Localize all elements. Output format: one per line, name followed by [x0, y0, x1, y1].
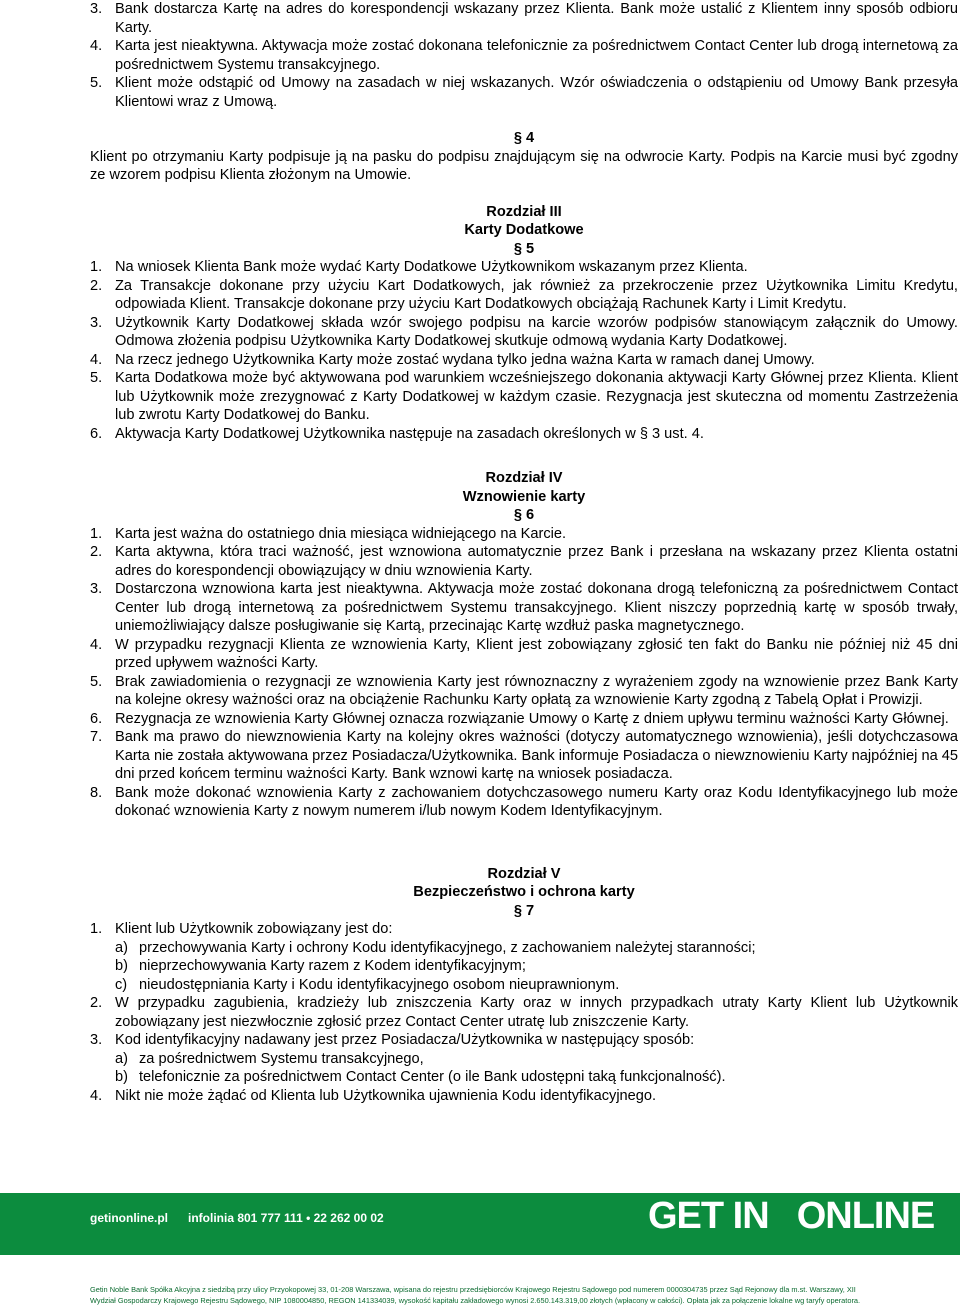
section-4-heading: § 4	[513, 130, 535, 146]
list-item	[90, 784, 958, 821]
item-number: 4.	[90, 636, 103, 653]
sub-item-text: telefonicznie za pośrednictwem Contact Center (o ile Bank udostępni taką funkcjonalność).	[139, 1069, 726, 1085]
chapter-3-list	[90, 258, 958, 443]
chapter-4-list	[90, 525, 958, 821]
list-item	[90, 543, 958, 580]
list-item	[90, 1087, 958, 1106]
item-number: 3.	[90, 581, 103, 597]
list-item	[90, 0, 958, 37]
item-number: 2.	[90, 544, 103, 560]
sub-item-letter: c)	[115, 976, 128, 993]
item-text: Bank ma prawo do niewznowienia Karty na kolejny okres ważności (dotyczy automatycznego wznowienia), jeśli dotychczasowa Karta nie została aktywowana przez Posiadacza/Użytkownika. Bank informuje Posiadacza o niewznowieniu Karty najpóźniej na 45 dni przed końcem terminu ważności Karty. Bank wznowi kartę na wniosek posiadacza.	[115, 729, 958, 782]
item-number: 1.	[90, 259, 103, 275]
chapter-4-title: Rozdział IV	[485, 470, 563, 486]
item-text: Karta aktywna, która traci ważność, jest wznowiona automatycznie przez Bank i przesłana na wskazany przez Klienta ostatni adres do korespondencji obowiązujący w dniu wznowienia Karty.	[115, 544, 958, 579]
section-4-text: Klient po otrzymaniu Karty podpisuje ją na pasku do podpisu znajdującym się na odwrocie Karty. Podpis na Karcie musi być zgodny ze wzorem podpisu Klienta złożonym na Umowie.	[90, 148, 958, 183]
list-item	[90, 1031, 958, 1050]
item-text: Karta Dodatkowa może być aktywowana pod warunkiem wcześniejszego dokonania aktywacji Karty Głównej przez Klienta. Klient lub Użytkownik może zrezygnować z Karty Dodatkowej w każdym czasie. Rezygnacja jest skuteczna od momentu Zastrzeżenia lub zwrotu Karty Dodatkowej do Banku.	[115, 370, 958, 423]
list-item	[90, 277, 958, 314]
sub-item-letter: a)	[115, 939, 128, 956]
chapter-4-subtitle: Wznowienie karty	[462, 488, 586, 505]
item-text: Na rzecz jednego Użytkownika Karty może zostać wydana tylko jedna ważna Karta w ramach danej Umowy.	[115, 351, 815, 368]
footer-site-link[interactable]: getinonline.pl	[90, 1211, 168, 1225]
item-text: Klient lub Użytkownik zobowiązany jest do:	[115, 921, 393, 937]
list-item	[90, 525, 958, 544]
chapter-5-title: Rozdział V	[487, 865, 561, 882]
item-number: 5.	[90, 673, 103, 690]
item-number: 2.	[90, 277, 103, 294]
item-number: 5.	[90, 75, 103, 91]
list-item	[90, 74, 958, 111]
item-text: W przypadku zagubienia, kradzieży lub zniszczenia Karty oraz w innych przypadkach utraty Karty Klient lub Użytkownik zobowiązany jest niezwłocznie zgłosić przez Contact Center utratę lub zniszczenie Karty.	[115, 995, 958, 1030]
list-item	[90, 580, 958, 636]
item-text: Rezygnacja ze wznowienia Karty Głównej oznacza rozwiązanie Umowy o Kartę z dniem upływu terminu ważności Karty Głównej.	[115, 710, 949, 727]
item-text: Bank może dokonać wznowienia Karty z zachowaniem dotychczasowego numeru Karty oraz Kodu Identyfikacyjnego lub może dokonać wznowienia Karty z nowym numerem i/lub nowym Kodem Identyfikacyjnym.	[115, 784, 958, 819]
sub-item	[90, 957, 958, 976]
sub-item	[90, 1068, 958, 1087]
chapter-3-subtitle: Karty Dodatkowe	[464, 222, 584, 238]
section-7-heading: § 7	[513, 902, 535, 919]
item-text: Nikt nie może żądać od Klienta lub Użytkownika ujawnienia Kodu identyfikacyjnego.	[115, 1087, 657, 1104]
sub-item-letter: b)	[115, 1069, 128, 1085]
logo-text-right: ONLINE	[796, 1195, 935, 1237]
chapter-5-subtitle: Bezpieczeństwo i ochrona karty	[413, 884, 635, 900]
item-text: Na wniosek Klienta Bank może wydać Karty Dodatkowe Użytkownikom wskazanym przez Klienta.	[115, 259, 748, 275]
item-number: 5.	[90, 370, 103, 386]
item-text: Karta jest nieaktywna. Aktywacja może zostać dokonana telefonicznie za pośrednictwem Contact Center lub drogą internetową za pośrednictwem Systemu transakcyjnego.	[115, 38, 958, 73]
document-body	[90, 0, 958, 1105]
section-6-heading: § 6	[513, 507, 535, 523]
item-number: 8.	[90, 784, 103, 801]
list-item	[90, 37, 958, 74]
sub-item-text: za pośrednictwem Systemu transakcyjnego,	[139, 1050, 424, 1067]
section-5-heading: § 5	[513, 240, 535, 257]
chapter-5-list	[90, 920, 958, 1105]
item-text: Brak zawiadomienia o rezygnacji ze wznowienia Karty jest równoznaczny z wyrażeniem zgody na wznowienie przez Bank Karty na kolejne okresy ważności oraz na obciążenie Rachunku Karty opłatą za wznowienie Karty zgodną z Tabelą Opłat i Prowizji.	[115, 673, 958, 708]
item-text: Kod identyfikacyjny nadawany jest przez Posiadacza/Użytkownika w następujący sposób:	[115, 1032, 695, 1048]
sub-item-text: nieprzechowywania Karty razem z Kodem identyfikacyjnym;	[139, 958, 526, 974]
sub-item-text: nieudostępniania Karty i Kodu identyfikacyjnego osobom nieuprawnionym.	[139, 976, 620, 993]
list-item	[90, 369, 958, 425]
list-item	[90, 920, 958, 939]
sub-item-text: przechowywania Karty i ochrony Kodu identyfikacyjnego, z zachowaniem należytej staranności;	[139, 939, 756, 956]
list-item	[90, 728, 958, 784]
item-number: 3.	[90, 314, 103, 331]
item-number: 7.	[90, 729, 103, 745]
sub-item-letter: a)	[115, 1050, 128, 1067]
item-number: 1.	[90, 921, 103, 937]
legal-line: Getin Noble Bank Spółka Akcyjna z siedzibą przy ulicy Przyokopowej 33, 01-208 Warszawa, wpisana do rejestru przedsiębiorców Krajowego Rejestru Sądowego pod numerem 0000304735 przez Sąd Rejonowy dla m.st. Warszawy, XII	[90, 1285, 856, 1294]
item-number: 6.	[90, 710, 103, 727]
getin-online-logo	[648, 1195, 934, 1238]
sub-item	[90, 976, 958, 995]
item-text: Dostarczona wznowiona karta jest nieaktywna. Aktywacja może zostać dokonana drogą telefoniczną za pośrednictwem Contact Center lub drogą internetową za pośrednictwem Systemu transakcyjnego. Klient niszczy poprzednią kartę w sposób trwały, uniemożliwiający dalsze posługiwanie się Kartą, przecinając Kartę wzdłuż paska magnetycznego.	[115, 581, 958, 634]
item-text: W przypadku rezygnacji Klienta ze wznowienia Karty, Klient jest zobowiązany zgłosić ten fakt do Banku nie później niż 45 dni przed upływem ważności Karty.	[115, 636, 958, 671]
item-text: Bank dostarcza Kartę na adres do korespondencji wskazany przez Klienta. Bank może ustalić z Klientem inny sposób odbioru Karty.	[115, 1, 958, 36]
item-number: 6.	[90, 425, 103, 442]
item-text: Karta jest ważna do ostatniego dnia miesiąca widniejącego na Karcie.	[115, 525, 567, 542]
list-item	[90, 351, 958, 370]
item-number: 3.	[90, 1, 103, 17]
item-number: 4.	[90, 1087, 103, 1104]
sub-item-letter: b)	[115, 958, 128, 974]
item-number: 4.	[90, 351, 103, 368]
footer-hotline: infolinia 801 777 111 • 22 262 00 02	[188, 1211, 384, 1225]
item-text: Za Transakcje dokonane przy użyciu Kart Dodatkowych, jak również za przekroczenie przez Użytkownika Limitu Kredytu, odpowiada Klient. Transakcje dokonane przy użyciu Kart Dodatkowych obciążają Rachunek Karty i Limit Kredytu.	[115, 277, 958, 312]
item-number: 3.	[90, 1032, 103, 1048]
footer-legal-text	[90, 1284, 950, 1306]
item-number: 1.	[90, 525, 103, 542]
list-item	[90, 636, 958, 673]
sub-item	[90, 939, 958, 958]
chapter-3-title: Rozdział III	[486, 203, 562, 220]
item-number: 4.	[90, 38, 103, 54]
list-item	[90, 710, 958, 729]
item-text: Klient może odstąpić od Umowy na zasadach w niej wskazanych. Wzór oświadczenia o odstąpieniu od Umowy Bank przesyła Klientowi wraz z Umową.	[115, 75, 958, 110]
list-item	[90, 673, 958, 710]
sub-item	[90, 1050, 958, 1069]
list-item	[90, 314, 958, 351]
item-text: Użytkownik Karty Dodatkowej składa wzór swojego podpisu na karcie wzorów podpisów stanowiącym załącznik do Umowy. Odmowa złożenia podpisu Użytkownika Karty Dodatkowej skutkuje odmową wydania Karty Dodatkowej.	[115, 314, 958, 349]
list-item	[90, 425, 958, 444]
list-item	[90, 258, 958, 277]
legal-line: Wydział Gospodarczy Krajowego Rejestru Sądowego, NIP 1080004850, REGON 141334039, wysokość kapitału zakładowego wynosi 2.650.143.319,00 złotych (wpłacony w całości). Opłata jak za połączenie lokalne wg taryfy operatora.	[90, 1296, 861, 1305]
footer-banner	[0, 1193, 960, 1255]
item-number: 2.	[90, 995, 103, 1011]
top-list	[90, 0, 958, 111]
logo-text-left: GET IN	[648, 1195, 769, 1237]
item-text: Aktywacja Karty Dodatkowej Użytkownika następuje na zasadach określonych w § 3 ust. 4.	[115, 425, 704, 442]
list-item	[90, 994, 958, 1031]
